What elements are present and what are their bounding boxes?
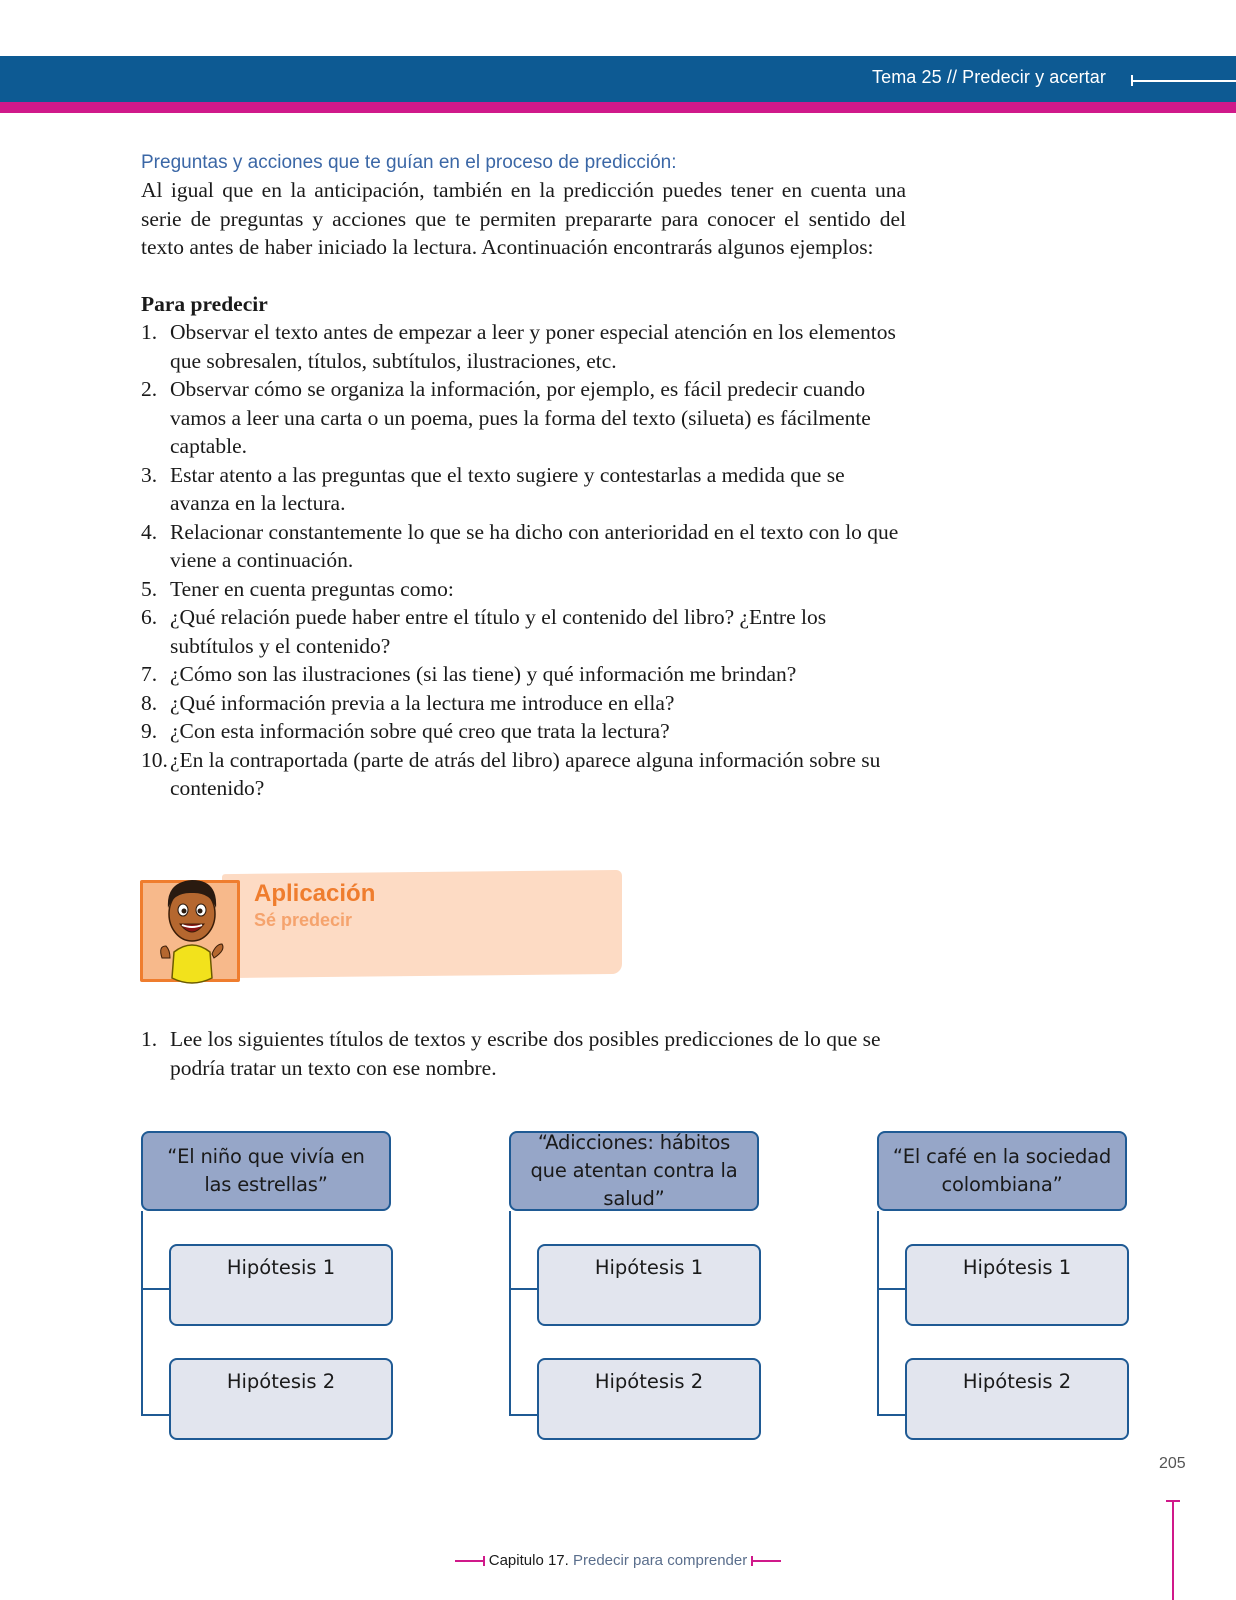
list-item: 3. Estar atento a las preguntas que el texto sugiere y contestarlas a medida que se avanza en la lectura.: [141, 462, 845, 515]
header-rule: [1131, 80, 1236, 82]
connector-branch: [509, 1288, 537, 1290]
connector-line: [509, 1211, 511, 1416]
list-item: 1. Lee los siguientes títulos de textos y escribe dos posibles predicciones de lo que se podría tratar un texto con ese nombre.: [141, 1027, 881, 1080]
page-number: 205: [1159, 1455, 1186, 1472]
hypothesis-diagram: [509, 1131, 765, 1446]
connector-branch: [141, 1414, 169, 1416]
list-item: 2. Observar cómo se organiza la información, por ejemplo, es fácil predecir cuando vamos a leer una carta o un poema, pues la forma del texto (silueta) es fácilmente captable.: [141, 377, 871, 458]
section-heading: Preguntas y acciones que te guían en el proceso de predicción:: [141, 152, 677, 173]
exercise-instruction: [141, 1025, 901, 1082]
list-item: 8. ¿Qué información previa a la lectura me introduce en ella?: [141, 690, 675, 715]
application-title: Aplicación: [254, 880, 376, 907]
footer-chapter: Capitulo 17.: [488, 1552, 569, 1569]
prediction-steps-list: [141, 318, 906, 803]
list-item: 10. ¿En la contraportada (parte de atrás del libro) aparece alguna información sobre su contenido?: [141, 747, 881, 800]
list-item: 1. Observar el texto antes de empezar a leer y poner especial atención en los elementos que sobresalen, títulos, subtítulos, ilustraciones, etc.: [141, 320, 896, 373]
hypothesis-1-box[interactable]: Hipótesis 1: [537, 1244, 761, 1326]
hypothesis-diagram: [141, 1131, 397, 1446]
hypothesis-2-box[interactable]: Hipótesis 2: [537, 1358, 761, 1440]
margin-rule-tick: [1166, 1500, 1180, 1502]
header-topic-title: Tema 25 // Predecir y acertar: [872, 67, 1106, 87]
application-banner: [140, 868, 625, 984]
hypothesis-1-box[interactable]: Hipótesis 1: [905, 1244, 1129, 1326]
diagram-title-box: “Adicciones: hábitos que atentan contra la salud”: [509, 1131, 759, 1211]
main-content: [141, 150, 906, 803]
header-accent-stripe: [0, 102, 1236, 113]
page-footer: [0, 1552, 1236, 1569]
list-title: Para predecir: [141, 291, 268, 316]
student-character-icon: [152, 868, 232, 986]
connector-branch: [141, 1288, 169, 1290]
margin-rule: [1172, 1500, 1174, 1600]
list-item: 5. Tener en cuenta preguntas como:: [141, 576, 454, 601]
hypothesis-2-box[interactable]: Hipótesis 2: [169, 1358, 393, 1440]
connector-line: [141, 1211, 143, 1416]
list-item: 9. ¿Con esta información sobre qué creo que trata la lectura?: [141, 719, 670, 743]
diagram-title-box: “El café en la sociedad colombiana”: [877, 1131, 1127, 1211]
exercise-list: [141, 1025, 901, 1082]
connector-branch: [509, 1414, 537, 1416]
header-rule-tick: [1131, 75, 1133, 86]
list-item: 7. ¿Cómo son las ilustraciones (si las tiene) y qué información me brindan?: [141, 662, 797, 686]
diagram-title-box: “El niño que vivía en las estrellas”: [141, 1131, 391, 1211]
footer-decoration-right: [751, 1560, 781, 1562]
list-item: 4. Relacionar constantemente lo que se ha dicho con anterioridad en el texto con lo que viene a continuación.: [141, 519, 899, 572]
list-item: 6. ¿Qué relación puede haber entre el título y el contenido del libro? ¿Entre los subtítulos y el contenido?: [141, 605, 827, 658]
connector-line: [877, 1211, 879, 1416]
hypothesis-1-box[interactable]: Hipótesis 1: [169, 1244, 393, 1326]
connector-branch: [877, 1288, 905, 1290]
connector-branch: [877, 1414, 905, 1416]
hypothesis-2-box[interactable]: Hipótesis 2: [905, 1358, 1129, 1440]
application-subtitle: Sé predecir: [254, 910, 353, 930]
hypothesis-diagram: [877, 1131, 1133, 1446]
footer-chapter-title: Predecir para comprender: [572, 1552, 748, 1569]
footer-decoration-left: [455, 1560, 485, 1562]
intro-paragraph: Al igual que en la anticipación, también en la predicción puedes tener en cuenta una serie de preguntas y acciones que te permiten prepararte para conocer el sentido del texto antes de haber iniciado la lectura. Acontinuación encontrarás algunos ejemplos:: [141, 178, 906, 259]
